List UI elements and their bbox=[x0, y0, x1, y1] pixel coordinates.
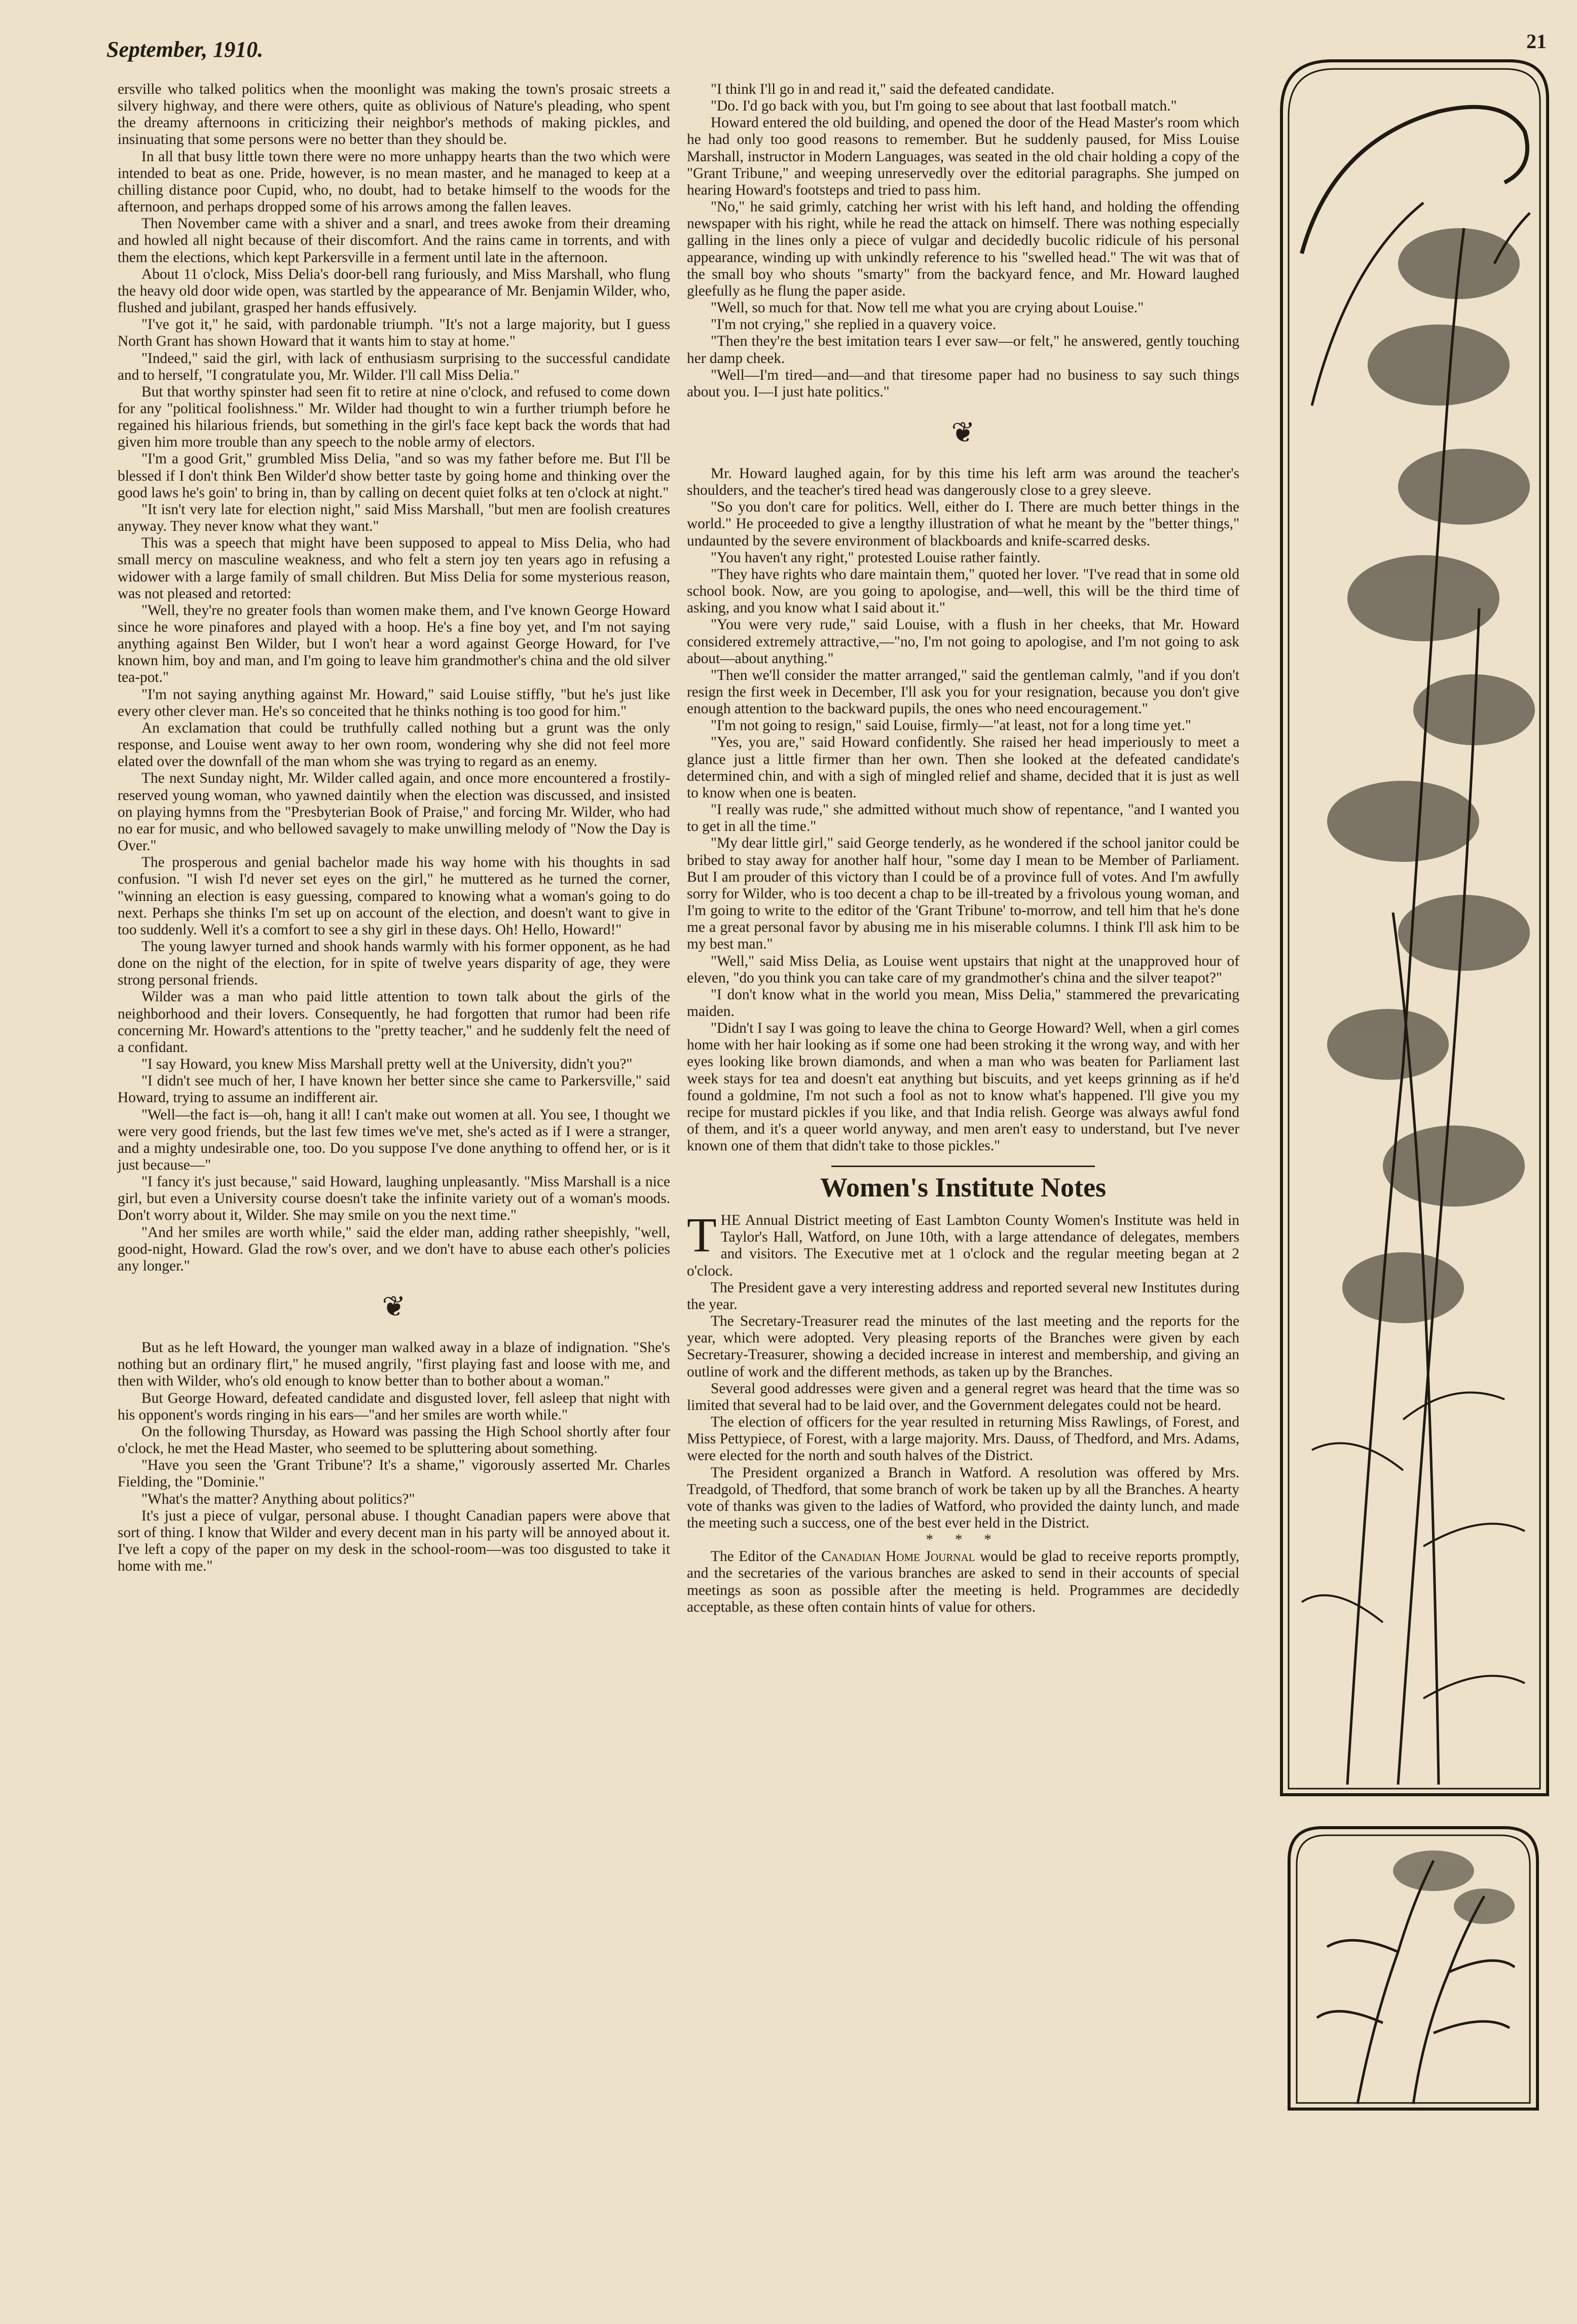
story-paragraph: Mr. Howard laughed again, for by this time his left arm was around the teacher's shoulders, and the teacher's tired head was dangerously close to a grey sleeve. bbox=[687, 465, 1239, 499]
floral-border-bottom-icon bbox=[1281, 1820, 1545, 2114]
story-paragraph: "Then we'll consider the matter arranged," said the gentleman calmly, "and if you don't resign the first week in December, I'll ask you for your resignation, because you don't give enough attention to the backward pupils, the ones who need encouragement." bbox=[687, 667, 1239, 717]
story-paragraph: "Well, so much for that. Now tell me what you are crying about Louise." bbox=[711, 300, 1144, 316]
story-paragraph: About 11 o'clock, Miss Delia's door-bell rang furiously, and Miss Marshall, who flung the heavy old door wide open, was startled by the appearance of Mr. Benjamin Wilder, who, flushed and jubilant, grasped her hands effusively. bbox=[118, 266, 670, 316]
story-paragraph: "I didn't see much of her, I have known her better since she came to Parkersville," said Howard, trying to assume an indifferent air. bbox=[118, 1073, 670, 1106]
story-paragraph: "You were very rude," said Louise, with a flush in her cheeks, that Mr. Howard considered extremely attractive,—"no, I'm not going to apologise, and I'm not going to ask about—about anything." bbox=[687, 616, 1239, 667]
story-paragraph: "Do. I'd go back with you, but I'm going to see about that last football match." bbox=[711, 98, 1177, 115]
institute-paragraph: The election of officers for the year resulted in returning Miss Rawlings, of Forest, and Miss Pettypiece, of Forest, with a large majority. Mrs. Dauss, of Thedford, and Mrs. Adams, were elected for the north and south halves of the District. bbox=[687, 1414, 1239, 1464]
story-paragraph: The young lawyer turned and shook hands warmly with his former opponent, as he had done on the night of the election, for in spite of twelve years disparity of age, they were strong personal friends. bbox=[118, 938, 670, 989]
section-stars: * * * bbox=[926, 1532, 1001, 1548]
leaf-ornament-icon: ❦ bbox=[382, 1291, 406, 1323]
story-paragraph: "I'm a good Grit," grumbled Miss Delia, "and so was my father before me. But I'll be blessed if I don't think Ben Wilder'd show better taste by going home and thinking over the good laws he's goin' to bring in, than by calling on decent quiet folks at ten o'clock at night." bbox=[118, 451, 670, 501]
journal-name: Canadian Home Journal bbox=[821, 1548, 975, 1565]
story-paragraph: "You haven't any right," protested Louise rather faintly. bbox=[711, 549, 1041, 566]
story-paragraph: "I fancy it's just because," said Howard, laughing unpleasantly. "Miss Marshall is a nice girl, but even a University course doesn't take the infinite variety out of a woman's moods. Don't worry about it, Wilder. She may smile on you the next time." bbox=[118, 1174, 670, 1224]
institute-paragraph: The President organized a Branch in Watford. A resolution was offered by Mrs. Treadgold, of Thedford, that some branch of work be taken up by all the Branches. A hearty vote of thanks was given to the ladies of Watford, who provided the dainty lunch, and made the meeting such a success, one of the best ever held in the District. bbox=[687, 1464, 1239, 1531]
running-head: September, 1910. bbox=[106, 37, 264, 62]
story-paragraph: But George Howard, defeated candidate and disgusted lover, fell asleep that night with his opponent's words ringing in his ears—"and her smiles are worth while." bbox=[118, 1390, 670, 1423]
story-paragraph: "They have rights who dare maintain them," quoted her lover. "I've read that in some old school book. Now, are you going to apologise, and—well, this will be the third time of asking, and you know what I said about it." bbox=[687, 566, 1239, 616]
story-paragraph: "And her smiles are worth while," said the elder man, adding rather sheepishly, "well, good-night, Howard. Glad the row's over, and we don't have to abuse each other's policies any longer." bbox=[118, 1224, 670, 1274]
institute-paragraph: Several good addresses were given and a general regret was heard that the time was so limited that several had to be laid over, and the Government delegates could not be heard. bbox=[687, 1380, 1239, 1413]
story-paragraph: "I think I'll go in and read it," said the defeated candidate. bbox=[711, 81, 1055, 97]
institute-paragraph: THE Annual District meeting of East Lambton County Women's Institute was held in Taylor's Hall, Watford, on June 10th, with a large attendance of delegates, members and visitors. The Executive met at 1 o'clock and the regular meeting began at 2 o'clock. bbox=[687, 1208, 1239, 1279]
drop-cap: T bbox=[687, 1208, 717, 1262]
story-paragraph: "Have you seen the 'Grant Tribune'? It's a shame," vigorously asserted Mr. Charles Fielding, the "Dominie." bbox=[118, 1457, 670, 1491]
story-paragraph: The next Sunday night, Mr. Wilder called again, and once more encountered a frostily-reserved young woman, who yawned daintily when the election was discussed, and insisted on playing hymns from the "Presbyterian Book of Praise," and forcing Mr. Wilder, who had no ear for music, and who bellowed savagely to make unwilling melody of "Now the Day is Over." bbox=[118, 770, 670, 854]
story-column-right bbox=[687, 81, 1239, 2236]
story-paragraph: An exclamation that could be truthfully called nothing but a grunt was the only response, and Louise went away to her own room, wondering why she did not feel more elated over the downfall of the man whom she was trying to regard as an enemy. bbox=[118, 719, 670, 770]
story-paragraph: "So you don't care for politics. Well, either do I. There are much better things in the world." He proceeded to give a lengthy illustration of what he meant by the "better things," undaunted by the severe environment of blackboards and knife-scarred desks. bbox=[687, 499, 1239, 549]
story-paragraph: It's just a piece of vulgar, personal abuse. I thought Canadian papers were above that sort of thing. I know that Wilder and every decent man in his party will be annoyed about it. I've left a copy of the paper on my desk in the school-room—was too disgusted to take it home with me." bbox=[118, 1507, 670, 1575]
story-paragraph: "Indeed," said the girl, with lack of enthusiasm surprising to the successful candidate and to herself, "I congratulate you, Mr. Wilder. I'll call Miss Delia." bbox=[118, 350, 670, 383]
story-paragraph: "I've got it," he said, with pardonable triumph. "It's not a large majority, but I guess North Grant has shown Howard that it wants him to stay at home." bbox=[118, 316, 670, 350]
story-paragraph: "I don't know what in the world you mean, Miss Delia," stammered the prevaricating maiden. bbox=[687, 986, 1239, 1020]
story-paragraph: "Well—the fact is—oh, hang it all! I can't make out women at all. You see, I thought we were very good friends, but the last few times we've met, she's acted as if I were a stranger, and a mighty undesirable one, too. Do you suppose I've done anything to offend her, or is it just because—" bbox=[118, 1106, 670, 1173]
story-paragraph: "Well, they're no greater fools than women make them, and I've known George Howard since he wore pinafores and played with a hoop. He's a fine boy yet, and I'm not saying anything against Ben Wilder, but I won't hear a word against George Howard, for I've known him, boy and man, and I'm going to leave him grandmother's china and the old silver tea-pot." bbox=[118, 602, 670, 686]
story-paragraph: "My dear little girl," said George tenderly, as he wondered if the school janitor could be bribed to stay away for another half hour, "some day I mean to be Member of Parliament. But I am prouder of this victory than I could be of a province full of votes. And I'm awfully sorry for Wilder, who is too decent a chap to be ill-treated by a frivolous young woman, and I'm going to write to the editor of the 'Grant Tribune' to-morrow, and tell him that he's done me a great personal favor by abusing me in his miserable columns. I think I'll ask him to be my best man." bbox=[687, 835, 1239, 953]
story-paragraph: ersville who talked politics when the moonlight was making the town's prosaic streets a silvery highway, and there were others, quite as oblivious of Nature's pleading, who spent the dreamy afternoons in criticizing their neighbor's methods of making pickles, and insinuating that some persons were no better than they should be. bbox=[118, 81, 670, 148]
story-paragraph: This was a speech that might have been supposed to appeal to Miss Delia, who had small mercy on masculine weakness, and who felt a stern joy ten years ago in refusing a widower with a large family of small children. But Miss Delia for some mysterious reason, was not pleased and retorted: bbox=[118, 535, 670, 602]
story-paragraph: But that worthy spinster had seen fit to retire at nine o'clock, and refused to come down for any "political foolishness." Mr. Wilder had thought to win a further triumph before he regained his hilarious friends, but something in the girl's face kept back the words that had given him more trouble than any speech to the noble army of electors. bbox=[118, 383, 670, 451]
floral-border-top-icon bbox=[1271, 51, 1555, 1802]
story-paragraph: "Didn't I say I was going to leave the china to George Howard? Well, when a girl comes home with her hair looking as if some one had been stroking it the wrong way, and with her eyes looking like brown diamonds, and when a man who was beaten for Parliament last week stays for tea and doesn't eat anything but biscuits, and yet keeps grinning as if he'd found a goldmine, I'm not such a fool as not to know what's happened. I'll give you my recipe for mustard pickles if you like, and that India relish. George was always awful fond of them, and it's a queer world anyway, and men aren't easy to understand, but I've never known one of them that didn't take to those pickles." bbox=[687, 1020, 1239, 1154]
leaf-ornament-icon: ❦ bbox=[951, 417, 975, 449]
story-paragraph: "It isn't very late for election night," said Miss Marshall, "but men are foolish creatures anyway. They never know what they want." bbox=[118, 501, 670, 535]
editor-note: The Editor of the Canadian Home Journal would be glad to receive reports promptly, and the secretaries of the various branches are asked to send in their accounts of special meetings as soon as possible after the meeting is held. Programmes are decidedly acceptable, as these often contain hints of value for others. bbox=[687, 1548, 1239, 1615]
story-paragraph: "Well," said Miss Delia, as Louise went upstairs that night at the unapproved hour of eleven, "do you think you can take care of my grandmother's china and the silver teapot?" bbox=[687, 953, 1239, 986]
story-paragraph: "I say Howard, you knew Miss Marshall pretty well at the University, didn't you?" bbox=[141, 1056, 633, 1073]
story-paragraph: On the following Thursday, as Howard was passing the High School shortly after four o'clock, he met the Head Master, who seemed to be spluttering about something. bbox=[118, 1423, 670, 1457]
story-paragraph: "I'm not crying," she replied in a quavery voice. bbox=[711, 316, 997, 333]
story-paragraph: Then November came with a shiver and a snarl, and trees awoke from their dreaming and howled all night because of their discomfort. And the rains came in torrents, and with them the elections, which kept Parkersville in a ferment until late in the afternoon. bbox=[118, 215, 670, 266]
story-column-left bbox=[118, 81, 670, 2236]
story-paragraph: "I really was rude," she admitted without much show of repentance, "and I wanted you to get in all the time." bbox=[687, 802, 1239, 835]
story-paragraph: "Then they're the best imitation tears I ever saw—or felt," he answered, gently touching her damp cheek. bbox=[687, 333, 1239, 367]
story-paragraph: In all that busy little town there were no more unhappy hearts than the two which were intended to beat as one. Pride, however, is no mean master, and he managed to keep at a chilling distance poor Cupid, who, no doubt, had to betake himself to the woods for the afternoon, and perhaps dropped some of his arrows among the fallen leaves. bbox=[118, 148, 670, 215]
story-paragraph: "Well—I'm tired—and—and that tiresome paper had no business to say such things about you. I—I just hate politics." bbox=[687, 367, 1239, 400]
section-divider bbox=[831, 1166, 1095, 1167]
story-paragraph: The prosperous and genial bachelor made his way home with his thoughts in sad confusion. "I wish I'd never set eyes on the girl," he muttered as he turned the corner, "winning an election is easy guessing, compared to knowing what a woman's going to do next. Perhaps she thinks I'm set up on account of the election, and doesn't want to give in too suddenly. Well it's a comfort to see a shy girl in these days. Oh! Hello, Howard!" bbox=[118, 854, 670, 938]
page-number: 21 bbox=[1526, 30, 1547, 53]
story-paragraph: "Yes, you are," said Howard confidently. She raised her head imperiously to meet a glance just a little firmer than her own. Then she looked at the defeated candidate's determined chin, and with a sigh of mingled relief and shame, decided that it is just as well to know when one is beaten. bbox=[687, 734, 1239, 801]
story-paragraph: "I'm not saying anything against Mr. Howard," said Louise stiffly, "but he's just like every other clever man. He's so conceited that he thinks nothing is too good for him." bbox=[118, 686, 670, 719]
story-paragraph: "I'm not going to resign," said Louise, firmly—"at least, not for a long time yet." bbox=[711, 717, 1191, 734]
story-paragraph: "What's the matter? Anything about politics?" bbox=[141, 1491, 415, 1507]
story-paragraph: But as he left Howard, the younger man walked away in a blaze of indignation. "She's nothing but an ordinary flirt," he mused angrily, "first playing fast and loose with me, and then with Wilder, who's old enough to know better than to bother about a woman." bbox=[118, 1339, 670, 1390]
institute-paragraph: The President gave a very interesting address and reported several new Institutes during the year. bbox=[687, 1279, 1239, 1313]
story-paragraph: Wilder was a man who paid little attention to town talk about the girls of the neighborhood and their lovers. Consequently, he had forgotten that rumor had been rife concerning Mr. Howard's attentions to the "pretty teacher," and he suddenly felt the need of a confidant. bbox=[118, 989, 670, 1056]
institute-paragraph: The Secretary-Treasurer read the minutes of the last meeting and the reports for the year, which were adopted. Very pleasing reports of the Branches were given by each Secretary-Treasurer, showing a decided increase in interest and membership, and giving an outline of work and the different methods, as taken up by the Branches. bbox=[687, 1313, 1239, 1380]
section-title: Women's Institute Notes bbox=[820, 1172, 1106, 1203]
story-paragraph: Howard entered the old building, and opened the door of the Head Master's room which he had only too good reasons to remember. But he suddenly paused, for Miss Louise Marshall, instructor in Modern Languages, was seated in the old chair holding a copy of the "Grant Tribune," and weeping unreservedly over the editorial paragraphs. She jumped on hearing Howard's footsteps and tried to pass him. bbox=[687, 115, 1239, 198]
story-paragraph: "No," he said grimly, catching her wrist with his left hand, and holding the offending newspaper with his right, while he read the attack on himself. There was nothing especially galling in the lines only a piece of vulgar and decidedly bucolic ridicule of his personal appearance, winding up with unkindly reference to his "swelled head." The wit was that of the small boy who shouts "smarty" from the backyard fence, and Mr. Howard laughed gleefully as he flung the paper aside. bbox=[687, 199, 1239, 299]
